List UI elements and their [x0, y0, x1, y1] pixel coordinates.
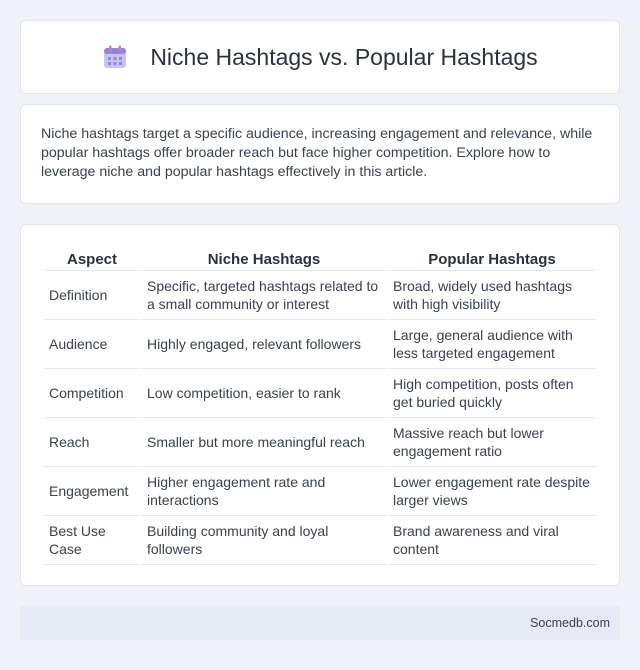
- intro-text: Niche hashtags target a specific audience, increasing engagement and relevance, while popular hashtags offer broader reach but face higher competition. Explore how to leverage niche and popular hashtags effectively in this article.: [41, 126, 593, 180]
- comparison-table-card: [20, 224, 620, 586]
- table-cell-niche: Specific, targeted hashtags related to a small community or interest: [142, 271, 386, 320]
- table-cell-niche: Building community and loyal followers: [142, 516, 386, 565]
- footer: [20, 606, 620, 640]
- intro-card: [20, 104, 620, 204]
- table-cell-popular: Lower engagement rate despite larger views: [388, 467, 596, 516]
- table-row: [44, 467, 596, 516]
- table-cell-aspect: Engagement: [44, 467, 140, 516]
- column-header-popular: Popular Hashtags: [388, 245, 596, 271]
- table-row: [44, 320, 596, 369]
- page-title: Niche Hashtags vs. Popular Hashtags: [150, 43, 538, 70]
- column-header-aspect: Aspect: [44, 245, 140, 271]
- table-cell-niche: Low competition, easier to rank: [142, 369, 386, 418]
- table-cell-aspect: Reach: [44, 418, 140, 467]
- footer-site-label: Socmedb.com: [530, 616, 610, 630]
- table-cell-aspect: Best Use Case: [44, 516, 140, 565]
- table-header-row: [44, 245, 596, 271]
- title-card: [20, 20, 620, 94]
- table-cell-popular: Broad, widely used hashtags with high visibility: [388, 271, 596, 320]
- table-cell-popular: Massive reach but lower engagement ratio: [388, 418, 596, 467]
- table-cell-niche: Higher engagement rate and interactions: [142, 467, 386, 516]
- table-cell-niche: Highly engaged, relevant followers: [142, 320, 386, 369]
- table-row: [44, 418, 596, 467]
- table-cell-niche: Smaller but more meaningful reach: [142, 418, 386, 467]
- table-cell-aspect: Competition: [44, 369, 140, 418]
- calendar-icon: [102, 44, 128, 70]
- table-cell-popular: Brand awareness and viral content: [388, 516, 596, 565]
- table-cell-popular: Large, general audience with less targeted engagement: [388, 320, 596, 369]
- table-cell-aspect: Definition: [44, 271, 140, 320]
- comparison-table: [42, 245, 598, 565]
- table-row: [44, 516, 596, 565]
- table-cell-popular: High competition, posts often get buried quickly: [388, 369, 596, 418]
- table-row: [44, 271, 596, 320]
- column-header-niche: Niche Hashtags: [142, 245, 386, 271]
- table-cell-aspect: Audience: [44, 320, 140, 369]
- table-row: [44, 369, 596, 418]
